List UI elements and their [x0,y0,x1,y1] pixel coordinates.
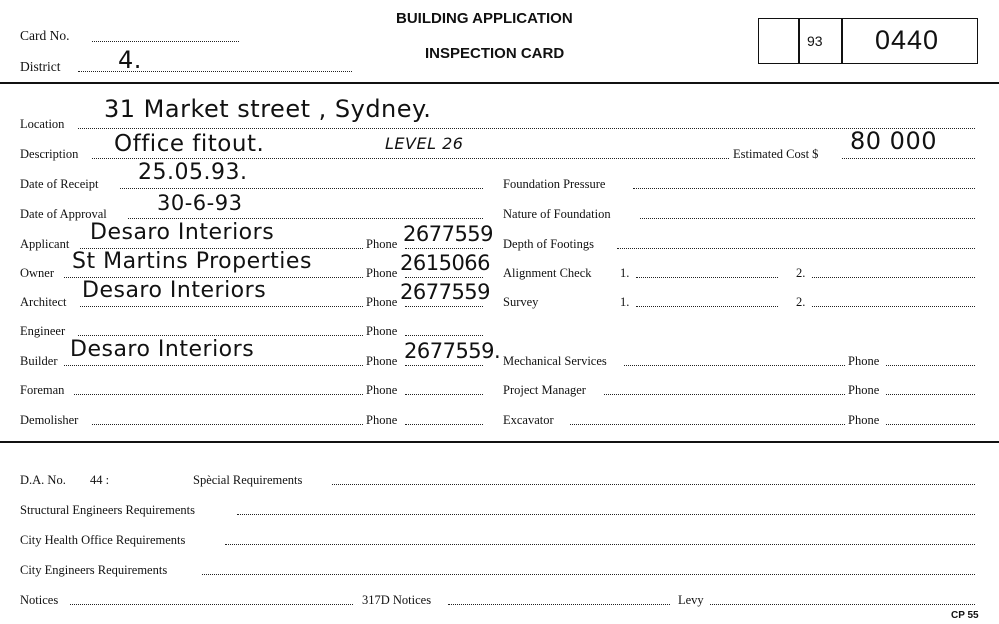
architect-field[interactable] [80,306,363,307]
demolisher-label: Demolisher [20,413,79,427]
builder-value: Desaro Interiors [70,337,255,362]
owner-value: St Martins Properties [72,249,312,274]
builder-phone-field[interactable] [405,365,483,366]
health-requirements-field[interactable] [225,544,975,545]
alignment-item-1: 1. [620,266,630,280]
mechanical-phone-field[interactable] [886,365,975,366]
mechanical-label: Mechanical Services [503,354,607,368]
engineer-phone-label: Phone [366,324,398,338]
city-engineers-label: City Engineers Requirements [20,563,168,577]
builder-label: Builder [20,354,58,368]
special-requirements-field[interactable] [332,484,975,485]
description-note: LEVEL 26 [385,134,464,153]
owner-phone: 2615066 [400,251,491,275]
architect-phone: 2677559 [400,280,491,304]
applicant-phone-field[interactable] [405,248,483,249]
special-requirements-label: Spècial Requirements [193,473,303,487]
district-value: 4. [118,46,142,74]
card-no-field[interactable] [92,41,239,42]
mechanical-phone-label: Phone [848,354,880,368]
date-receipt-value: 25.05.93. [138,160,248,185]
owner-phone-label: Phone [366,266,398,280]
nature-foundation-field[interactable] [640,218,975,219]
project-manager-field[interactable] [604,394,845,395]
owner-label: Owner [20,266,55,280]
structural-requirements-field[interactable] [237,514,975,515]
description-label: Description [20,147,79,161]
city-engineers-field[interactable] [202,574,975,575]
estimated-cost-value: 80 000 [850,127,937,155]
date-receipt-field[interactable] [120,188,483,189]
depth-footings-label: Depth of Footings [503,237,594,251]
alignment-field-1[interactable] [636,277,778,278]
district-label: District [20,59,61,74]
details-rule [0,441,999,443]
project-manager-label: Project Manager [503,383,586,397]
architect-label: Architect [20,295,67,309]
foreman-label: Foreman [20,383,65,397]
date-receipt-label: Date of Receipt [20,177,99,191]
form-title-line2: INSPECTION CARD [425,45,565,62]
location-field[interactable] [78,128,975,129]
form-code: CP 55 [951,610,979,621]
notices-label: Notices [20,593,59,607]
foundation-pressure-label: Foundation Pressure [503,177,606,191]
applicant-label: Applicant [20,237,70,251]
survey-field-1[interactable] [636,306,778,307]
notices-317d-field[interactable] [448,604,670,605]
demolisher-phone-label: Phone [366,413,398,427]
survey-item-2: 2. [796,295,806,309]
depth-footings-field[interactable] [617,248,975,249]
card-number: 0440 [875,25,940,55]
architect-value: Desaro Interiors [82,278,267,303]
alignment-field-2[interactable] [812,277,975,278]
card-number-box [758,18,978,64]
survey-field-2[interactable] [812,306,975,307]
foreman-phone-label: Phone [366,383,398,397]
demolisher-field[interactable] [92,424,363,425]
form-title-line1: BUILDING APPLICATION [396,10,573,27]
excavator-phone-label: Phone [848,413,880,427]
date-approval-field[interactable] [128,218,483,219]
estimated-cost-field[interactable] [842,158,975,159]
description-field[interactable] [92,158,729,159]
card-year: 93 [807,33,823,49]
structural-requirements-label: Structural Engineers Requirements [20,503,195,517]
notices-317d-label: 317D Notices [362,593,432,607]
builder-phone-label: Phone [366,354,398,368]
da-no-label: D.A. No. [20,473,66,487]
applicant-phone-label: Phone [366,237,398,251]
architect-phone-label: Phone [366,295,398,309]
demolisher-phone-field[interactable] [405,424,483,425]
excavator-label: Excavator [503,413,554,427]
levy-label: Levy [678,593,704,607]
engineer-label: Engineer [20,324,66,338]
location-value: 31 Market street , Sydney. [104,95,432,123]
excavator-phone-field[interactable] [886,424,975,425]
nature-foundation-label: Nature of Foundation [503,207,611,221]
engineer-field[interactable] [78,335,363,336]
levy-field[interactable] [710,604,975,605]
box-divider-2 [841,18,843,64]
foreman-field[interactable] [74,394,363,395]
engineer-phone-field[interactable] [405,335,483,336]
foreman-phone-field[interactable] [405,394,483,395]
alignment-check-label: Alignment Check [503,266,592,280]
alignment-item-2: 2. [796,266,806,280]
date-approval-label: Date of Approval [20,207,107,221]
card-no-label: Card No. [20,28,70,43]
da-no-value: 44 : [90,473,110,487]
mechanical-field[interactable] [624,365,845,366]
builder-phone: 2677559. [404,339,501,363]
foundation-pressure-field[interactable] [633,188,975,189]
project-manager-phone-field[interactable] [886,394,975,395]
survey-label: Survey [503,295,539,309]
location-label: Location [20,117,65,131]
applicant-value: Desaro Interiors [90,220,275,245]
builder-field[interactable] [64,365,363,366]
box-divider-1 [798,18,800,64]
architect-phone-field[interactable] [405,306,483,307]
health-requirements-label: City Health Office Requirements [20,533,186,547]
estimated-cost-label: Estimated Cost $ [733,147,819,161]
survey-item-1: 1. [620,295,630,309]
header-rule [0,82,999,84]
description-value: Office fitout. [114,131,265,157]
date-approval-value: 30-6-93 [157,191,243,215]
excavator-field[interactable] [570,424,845,425]
notices-field[interactable] [70,604,353,605]
project-manager-phone-label: Phone [848,383,880,397]
owner-phone-field[interactable] [405,277,483,278]
applicant-phone: 2677559 [403,222,494,246]
